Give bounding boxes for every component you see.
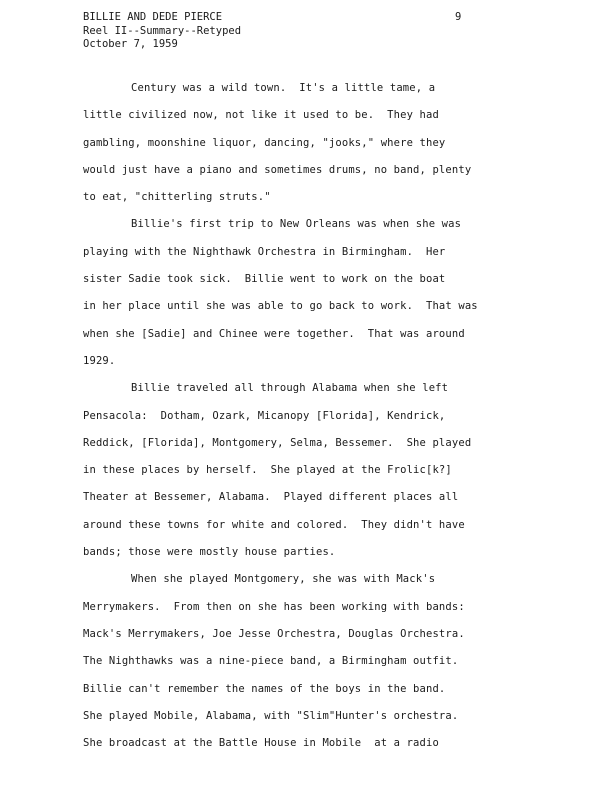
transcript-line: sister Sadie took sick. Billie went to work on the boat <box>83 273 446 286</box>
transcript-line: around these towns for white and colored. They didn't have <box>83 518 465 531</box>
page-number: 9 <box>455 11 462 23</box>
transcript-line: Theater at Bessemer, Alabama. Played different places all <box>83 491 459 504</box>
reel-label: Reel II--Summary--Retyped <box>83 24 242 37</box>
transcript-line: Century was a wild town. It's a little tame, a <box>131 82 436 94</box>
transcript-line: in these places by herself. She played at the Frolic[k?] <box>83 464 452 477</box>
transcript-line: She broadcast at the Battle House in Mobile at a radio <box>83 737 439 750</box>
transcript-line: When she played Montgomery, she was with Mack's <box>131 573 436 586</box>
transcript-line: to eat, "chitterling struts." <box>83 191 271 204</box>
transcript-line: She played Mobile, Alabama, with "Slim"Hunter's orchestra. <box>83 709 459 722</box>
transcript-line: playing with the Nighthawk Orchestra in Birmingham. Her <box>83 245 446 258</box>
transcript-line: Billie can't remember the names of the boys in the band. <box>83 682 446 695</box>
transcript-line: Billie traveled all through Alabama when she left <box>131 382 449 395</box>
transcript-line: in her place until she was able to go back to work. That was <box>83 300 478 313</box>
document-header <box>83 11 503 52</box>
transcript-line: Merrymakers. From then on she has been working with bands: <box>83 600 465 613</box>
transcript-line: Mack's Merrymakers, Joe Jesse Orchestra, Douglas Orchestra. <box>83 627 465 640</box>
transcript-line: little civilized now, not like it used to be. They had <box>83 109 439 122</box>
transcript-line: The Nighthawks was a nine-piece band, a Birmingham outfit. <box>83 655 459 668</box>
transcript-line: gambling, moonshine liquor, dancing, "jooks," where they <box>83 136 446 149</box>
transcript-line: when she [Sadie] and Chinee were together. That was around <box>83 327 465 340</box>
document-date: October 7, 1959 <box>83 38 178 50</box>
transcript-line: would just have a piano and sometimes drums, no band, plenty <box>83 163 472 176</box>
transcript-line: bands; those were mostly house parties. <box>83 546 336 559</box>
transcript-line: Reddick, [Florida], Montgomery, Selma, Bessemer. She played <box>83 436 472 449</box>
transcript-line: Pensacola: Dotham, Ozark, Micanopy [Florida], Kendrick, <box>83 409 446 422</box>
transcript-line: Billie's first trip to New Orleans was when she was <box>131 218 462 231</box>
transcript-line: 1929. <box>83 354 116 367</box>
transcript-body <box>83 75 543 757</box>
document-title: BILLIE AND DEDE PIERCE <box>83 11 223 23</box>
